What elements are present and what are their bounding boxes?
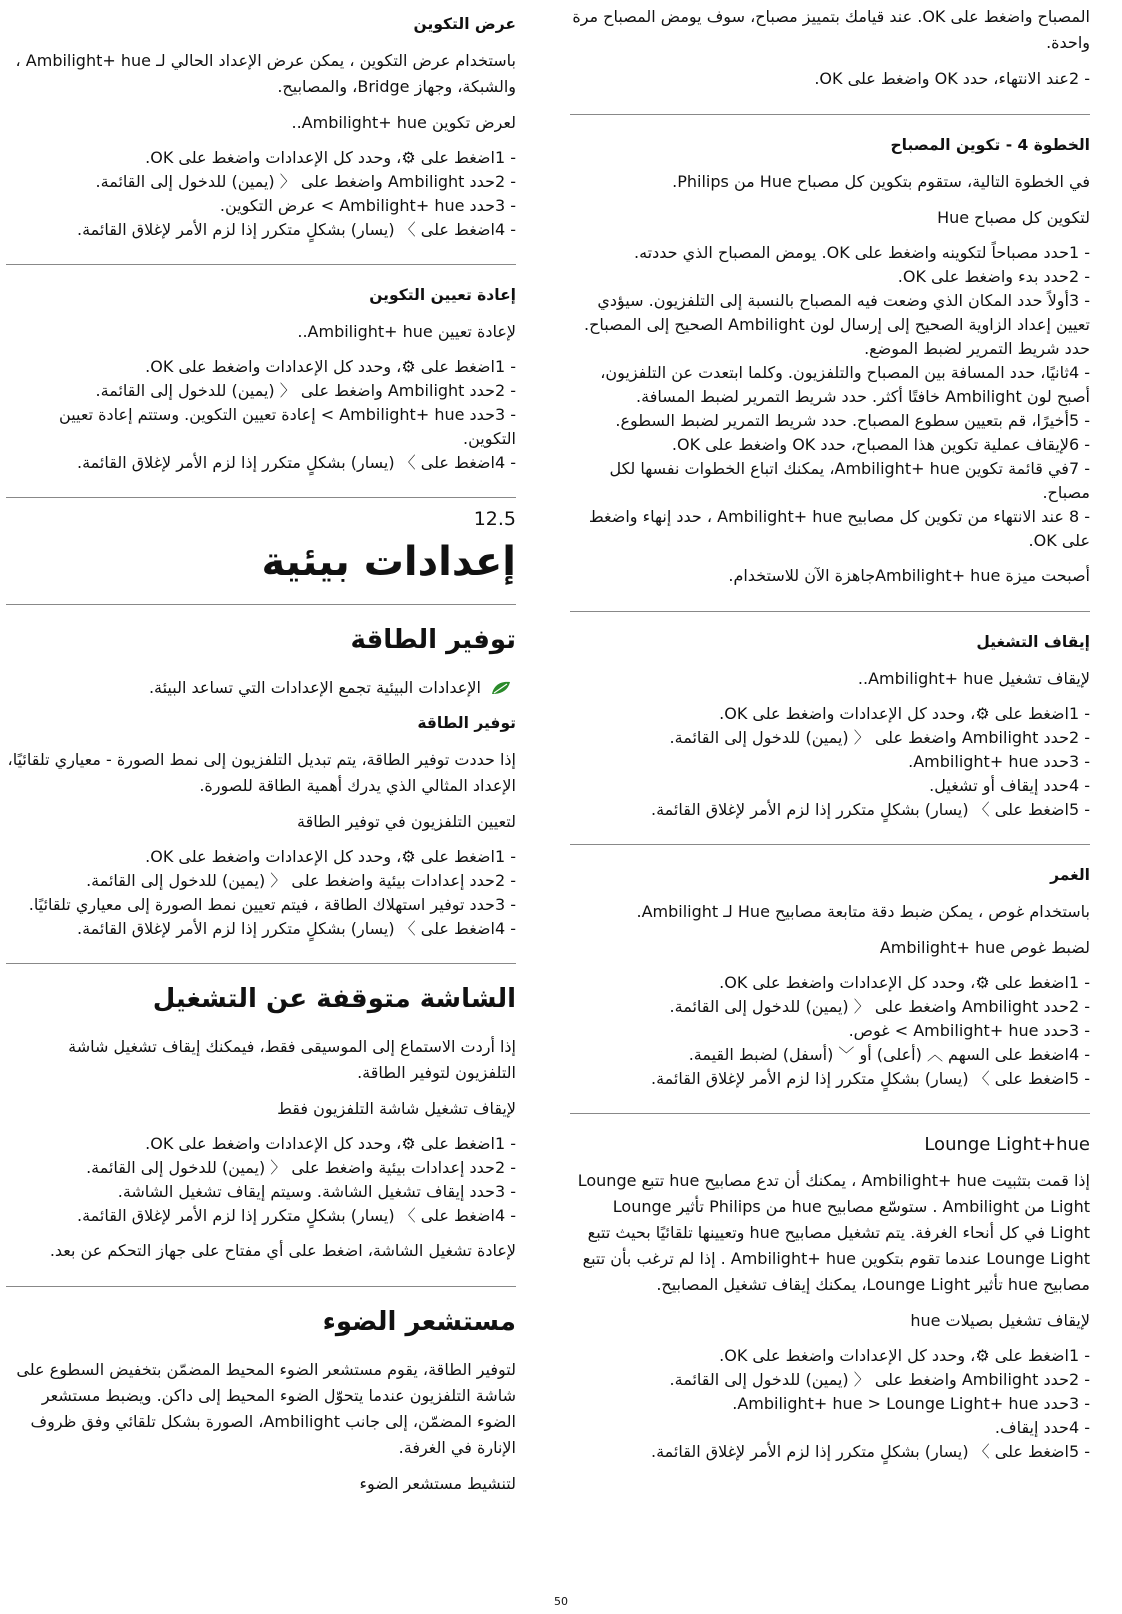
divider (570, 611, 1090, 612)
list-item: - 5اضغط على 〉 (يسار) بشكلٍ متكرر إذا لزم الأمر لإغلاق القائمة. (650, 800, 1090, 819)
list-item: - 4حدد إيقاف أو تشغيل. (929, 776, 1090, 795)
screen-off-desc: إذا أردت الاستماع إلى الموسيقى فقط، فيمكنك إيقاف تشغيل شاشة التلفزيون لتوفير الطاقة. (68, 1037, 516, 1082)
light-sensor-section (6, 1305, 516, 1497)
step4-steps (570, 241, 1090, 553)
list-item: - 1اضغط على ⚙، وحدد كل الإعدادات واضغط على OK. (145, 148, 516, 167)
left-column (6, 0, 516, 1507)
light-sensor-title: مستشعر الضوء (322, 1307, 516, 1337)
list-item: - 1اضغط على ⚙، وحدد كل الإعدادات واضغط على OK. (719, 973, 1090, 992)
power-desc: إذا حددت توفير الطاقة، يتم تبديل التلفزيون إلى نمط الصورة - معياري تلقائيًا، الإعداد المثالي الذي يدرك أهمية الطاقة للصورة. (7, 750, 516, 795)
reset-sub: لإعادة تعيين Ambilight+ hue.. (297, 322, 516, 341)
light-sensor-sub: لتنشيط مستشعر الضوء (359, 1474, 516, 1493)
power-title: توفير الطاقة (350, 625, 516, 655)
divider (6, 264, 516, 265)
list-item: - 3حدد Ambilight+ hue > Lounge Light+ hue. (732, 1394, 1090, 1413)
screen-off-section (6, 982, 516, 1264)
list-item: - 2حدد Ambilight واضغط على 〈 (يمين) للدخول إلى القائمة. (95, 381, 516, 400)
list-item: - 4اضغط على 〉 (يسار) بشكلٍ متكرر إذا لزم الأمر لإغلاق القائمة. (76, 919, 516, 938)
list-item: - 8 عند الانتهاء من تكوين كل مصابيح Ambilight+ hue ، حدد إنهاء واضغط على OK. (588, 507, 1090, 550)
off-steps (570, 702, 1090, 822)
screen-off-sub: لإيقاف تشغيل شاشة التلفزيون فقط (277, 1099, 516, 1118)
divider (570, 114, 1090, 115)
power-sub: لتعيين التلفزيون في توفير الطاقة (297, 812, 516, 831)
list-item: - 2حدد بدء واضغط على OK. (897, 267, 1090, 286)
list-item: - 2حدد إعدادات بيئية واضغط على 〈 (يمين) للدخول إلى القائمة. (86, 871, 516, 890)
immersion-steps (570, 971, 1090, 1091)
off-label: إيقاف التشغيل (976, 633, 1090, 651)
list-item: - 4اضغط على 〉 (يسار) بشكلٍ متكرر إذا لزم الأمر لإغلاق القائمة. (76, 1206, 516, 1225)
light-sensor-desc: لتوفير الطاقة، يقوم مستشعر الضوء المحيط المضمّن بتخفيض السطوع على شاشة التلفزيون عندما يتحوّل الضوء المحيط إلى داكن. ويضبط مستشعر الضوء المضمّن، إلى جانب Ambilight، الصورة بشكل تلقائي وفق ظروف الإنارة في الغرفة. (16, 1360, 516, 1457)
immersion-sub: لضبط غوص Ambilight+ hue (879, 938, 1090, 957)
list-item: - 4اضغط على 〉 (يسار) بشكلٍ متكرر إذا لزم الأمر لإغلاق القائمة. (76, 220, 516, 239)
off-section (570, 630, 1090, 822)
list-item: - 5اضغط على 〉 (يسار) بشكلٍ متكرر إذا لزم الأمر لإغلاق القائمة. (650, 1069, 1090, 1088)
intro-block (570, 4, 1090, 92)
divider (570, 1113, 1090, 1114)
list-item: - 4حدد إيقاف. (994, 1418, 1090, 1437)
section-number: 12.5 (473, 508, 516, 530)
power-section (6, 623, 516, 941)
list-item: - 3حدد Ambilight+ hue > إعادة تعيين التكوين. وستتم إعادة تعيين التكوين. (59, 405, 516, 448)
lounge-sub: لإيقاف تشغيل بصيلات hue (910, 1311, 1090, 1330)
list-item: - 2حدد Ambilight واضغط على 〈 (يمين) للدخول إلى القائمة. (669, 728, 1090, 747)
step4-final: أصبحت ميزة Ambilight+ hueجاهزة الآن للاستخدام. (728, 566, 1090, 585)
immersion-desc: باستخدام غوص ، يمكن ضبط دقة متابعة مصابيح Hue لـ Ambilight. (636, 902, 1090, 921)
eco-line (6, 675, 516, 701)
reset-section (6, 283, 516, 475)
list-item: - 3حدد توفير استهلاك الطاقة ، فيتم تعيين نمط الصورة إلى معياري تلقائيًا. (28, 895, 516, 914)
intro-line: المصباح واضغط على OK. عند قيامك بتمييز مصباح، سوف يومض المصباح مرة واحدة. (572, 7, 1090, 52)
page-number: 50 (554, 1595, 568, 1608)
list-item: - 1اضغط على ⚙، وحدد كل الإعدادات واضغط على OK. (719, 704, 1090, 723)
step4-sub: لتكوين كل مصباح Hue (937, 208, 1090, 227)
step4-section (570, 133, 1090, 589)
list-item: - 2حدد Ambilight واضغط على 〈 (يمين) للدخول إلى القائمة. (669, 1370, 1090, 1389)
list-item: - 5أخيرًا، قم بتعيين سطوع المصباح. حدد شريط التمرير لضبط السطوع. (615, 411, 1090, 430)
eco-text: الإعدادات البيئية تجمع الإعدادات التي تساعد البيئة. (148, 678, 481, 697)
reset-label: إعادة تعيين التكوين (369, 286, 516, 304)
list-item: - 7في قائمة تكوين Ambilight+ hue، يمكنك اتباع الخطوات نفسها لكل مصباح. (609, 459, 1090, 502)
list-item: - 1اضغط على ⚙، وحدد كل الإعدادات واضغط على OK. (145, 1134, 516, 1153)
list-item: - 1اضغط على ⚙، وحدد كل الإعدادات واضغط على OK. (145, 847, 516, 866)
list-item: - 6لإيقاف عملية تكوين هذا المصباح، حدد OK واضغط على OK. (671, 435, 1090, 454)
divider (6, 1286, 516, 1287)
list-item: - 3أولاً حدد المكان الذي وضعت فيه المصباح بالنسبة إلى التلفزيون. سيؤدي تعيين إعداد الزاوية الصحيح إلى إرسال لون Ambilight الصحيح إلى المصباح. حدد شريط التمرير لضبط الموضع. (584, 291, 1090, 358)
list-item: - 3حدد Ambilight+ hue. (908, 752, 1090, 771)
lounge-steps (570, 1344, 1090, 1464)
lounge-label: Lounge Light+hue (924, 1134, 1090, 1155)
list-item: - 1حدد مصباحاً لتكوينه واضغط على OK. يومض المصباح الذي حددته. (634, 243, 1090, 262)
list-item: - 4ثانيًا، حدد المسافة بين المصباح والتلفزيون. وكلما ابتعدت عن التلفزيون، أصبح لون Ambilight خافتًا أكثر. حدد شريط التمرير لضبط المسافة. (600, 363, 1090, 406)
screen-off-title: الشاشة متوقفة عن التشغيل (152, 984, 516, 1014)
view-steps (6, 146, 516, 242)
list-item: - 1اضغط على ⚙، وحدد كل الإعدادات واضغط على OK. (145, 357, 516, 376)
list-item: - 3حدد Ambilight+ hue > عرض التكوين. (219, 196, 516, 215)
divider (6, 604, 516, 605)
list-item: - 2حدد Ambilight واضغط على 〈 (يمين) للدخول إلى القائمة. (669, 997, 1090, 1016)
right-column (570, 0, 1090, 1472)
intro-line: - 2عند الانتهاء، حدد OK واضغط على OK. (814, 69, 1090, 88)
lounge-desc: إذا قمت بتثبيت Ambilight+ hue ، يمكنك أن تدع مصابيح hue تتبع Lounge Light من Ambilight . ستوسّع مصابيح hue من Philips تأثير Lounge Light في كل أنحاء الغرفة. يتم تشغيل مصابيح hue وتعيينها تلقائيًا بحيث تتبع Lounge Light عندما تقوم بتكوين Ambilight+ hue . إذا لم ترغب بأن تتبع مصابيح hue تأثير Lounge Light، يمكنك إيقاف تشغيل المصابيح. (577, 1171, 1090, 1294)
off-sub: لإيقاف تشغيل Ambilight+ hue.. (857, 669, 1090, 688)
divider (6, 497, 516, 498)
immersion-section (570, 863, 1090, 1091)
view-section (6, 12, 516, 242)
step4-desc: في الخطوة التالية، ستقوم بتكوين كل مصباح Hue من Philips. (672, 172, 1090, 191)
page-title: إعدادات بيئية (261, 539, 516, 585)
leaf-icon (490, 680, 512, 696)
screen-off-note: لإعادة تشغيل الشاشة، اضغط على أي مفتاح على جهاز التحكم عن بعد. (49, 1241, 516, 1260)
power-steps (6, 845, 516, 941)
list-item: - 3حدد إيقاف تشغيل الشاشة. وسيتم إيقاف تشغيل الشاشة. (117, 1182, 516, 1201)
reset-steps (6, 355, 516, 475)
view-sub: لعرض تكوين Ambilight+ hue.. (291, 113, 516, 132)
list-item: - 2حدد إعدادات بيئية واضغط على 〈 (يمين) للدخول إلى القائمة. (86, 1158, 516, 1177)
list-item: - 2حدد Ambilight واضغط على 〈 (يمين) للدخول إلى القائمة. (95, 172, 516, 191)
step4-label: الخطوة 4 - تكوين المصباح (890, 136, 1090, 154)
list-item: - 3حدد Ambilight+ hue > غوص. (848, 1021, 1090, 1040)
divider (6, 963, 516, 964)
immersion-label: الغمر (1050, 866, 1090, 884)
view-desc: باستخدام عرض التكوين ، يمكن عرض الإعداد الحالي لـ Ambilight+ hue ، والشبكة، وجهاز Bridge، والمصابيح. (15, 51, 516, 96)
view-label: عرض التكوين (413, 15, 516, 33)
list-item: - 1اضغط على ⚙، وحدد كل الإعدادات واضغط على OK. (719, 1346, 1090, 1365)
list-item: - 5اضغط على 〉 (يسار) بشكلٍ متكرر إذا لزم الأمر لإغلاق القائمة. (650, 1442, 1090, 1461)
divider (570, 844, 1090, 845)
list-item: - 4اضغط على 〉 (يسار) بشكلٍ متكرر إذا لزم الأمر لإغلاق القائمة. (76, 453, 516, 472)
power-label: توفير الطاقة (417, 714, 516, 732)
lounge-section (570, 1132, 1090, 1464)
screen-off-steps (6, 1132, 516, 1228)
list-item: - 4اضغط على السهم ︿ (أعلى) أو ﹀ (أسفل) لضبط القيمة. (688, 1045, 1090, 1064)
